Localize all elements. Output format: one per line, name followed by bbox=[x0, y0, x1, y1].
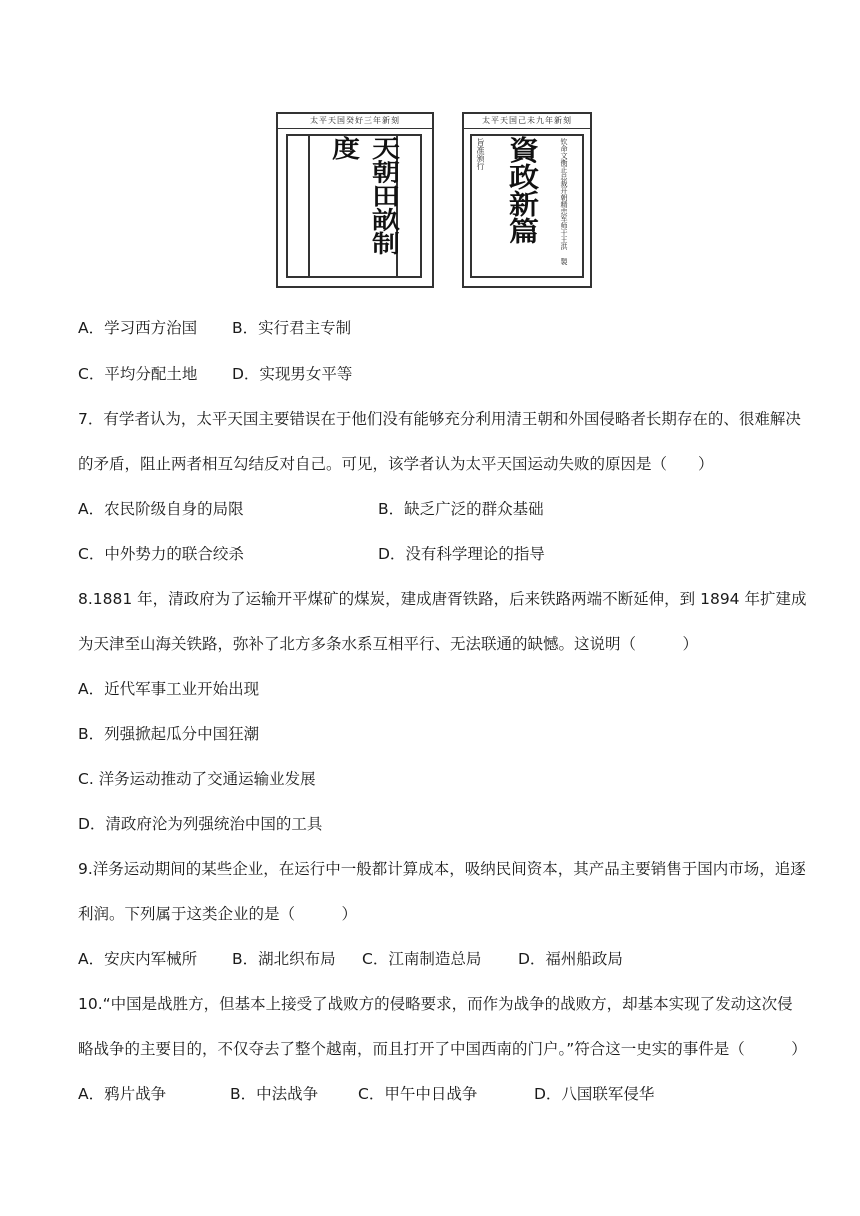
q7-stem-line1: 7．有学者认为，太平天国主要错误在于他们没有能够充分利用清王朝和外国侵略者长期存在的、很难解决 bbox=[78, 410, 801, 428]
cover-zizheng-xinpian bbox=[462, 112, 592, 288]
q9-stem-line1: 9.洋务运动期间的某些企业，在运行中一般都计算成本，吸纳民间资本，其产品主要销售于国内市场，追逐 bbox=[78, 860, 806, 878]
q8-option-c[interactable]: C. 洋务运动推动了交通运输业发展 bbox=[78, 770, 316, 788]
cover1-title: 天朝田畝制度 bbox=[328, 136, 401, 255]
cover2-side-right: 钦命文衡正总裁开朝精忠军师干王洪 製 bbox=[560, 138, 568, 265]
cover-tianchao-tianmu bbox=[276, 112, 434, 288]
q7-stem-line2: 的矛盾，阻止两者相互勾结反对自己。可见，该学者认为太平天国运动失败的原因是（ ） bbox=[78, 455, 714, 473]
q6-option-d[interactable]: D．实现男女平等 bbox=[232, 365, 353, 383]
q8-stem-line2: 为天津至山海关铁路，弥补了北方多条水系互相平行、无法联通的缺憾。这说明（ ） bbox=[78, 635, 699, 653]
q10-option-d[interactable]: D．八国联军侵华 bbox=[534, 1085, 655, 1103]
q8-stem-line1: 8.1881 年，清政府为了运输开平煤矿的煤炭，建成唐胥铁路，后来铁路两端不断延伸，到 1894 年扩建成 bbox=[78, 590, 807, 608]
q10-stem-line1: 10.“中国是战胜方，但基本上接受了战败方的侵略要求，而作为战争的战败方，却基本实现了发动这次侵 bbox=[78, 995, 793, 1013]
q9-option-d[interactable]: D．福州船政局 bbox=[518, 950, 623, 968]
cover2-title: 資政新篇 bbox=[503, 136, 538, 244]
q10-option-a[interactable]: A．鸦片战争 bbox=[78, 1085, 167, 1103]
q7-option-b[interactable]: B．缺乏广泛的群众基础 bbox=[378, 500, 544, 518]
q10-option-c[interactable]: C．甲午中日战争 bbox=[358, 1085, 478, 1103]
q6-option-a[interactable]: A．学习西方治国 bbox=[78, 319, 198, 337]
q7-option-c[interactable]: C．中外势力的联合绞杀 bbox=[78, 545, 244, 563]
q10-option-b[interactable]: B．中法战争 bbox=[230, 1085, 319, 1103]
q7-option-d[interactable]: D．没有科学理论的指导 bbox=[378, 545, 545, 563]
cover1-top-caption: 太平天国癸好三年新刻 bbox=[278, 114, 432, 129]
q9-option-a[interactable]: A．安庆内军械所 bbox=[78, 950, 198, 968]
q9-option-b[interactable]: B．湖北织布局 bbox=[232, 950, 336, 968]
q8-option-b[interactable]: B．列强掀起瓜分中国狂潮 bbox=[78, 725, 260, 743]
q6-option-c[interactable]: C．平均分配土地 bbox=[78, 365, 198, 383]
q9-option-c[interactable]: C．江南制造总局 bbox=[362, 950, 482, 968]
q10-stem-line2: 略战争的主要目的，不仅夺去了整个越南，而且打开了中国西南的门户。”符合这一史实的事件是（ ） bbox=[78, 1040, 807, 1058]
cover2-side-left: 旨准颁行 bbox=[476, 138, 485, 170]
q7-option-a[interactable]: A．农民阶级自身的局限 bbox=[78, 500, 244, 518]
q9-stem-line2: 利润。下列属于这类企业的是（ ） bbox=[78, 905, 358, 923]
q8-option-d[interactable]: D．清政府沦为列强统治中国的工具 bbox=[78, 815, 323, 833]
q8-option-a[interactable]: A．近代军事工业开始出现 bbox=[78, 680, 260, 698]
q6-option-b[interactable]: B．实行君主专制 bbox=[232, 319, 352, 337]
cover2-top-caption: 太平天国己未九年新刻 bbox=[464, 114, 590, 129]
